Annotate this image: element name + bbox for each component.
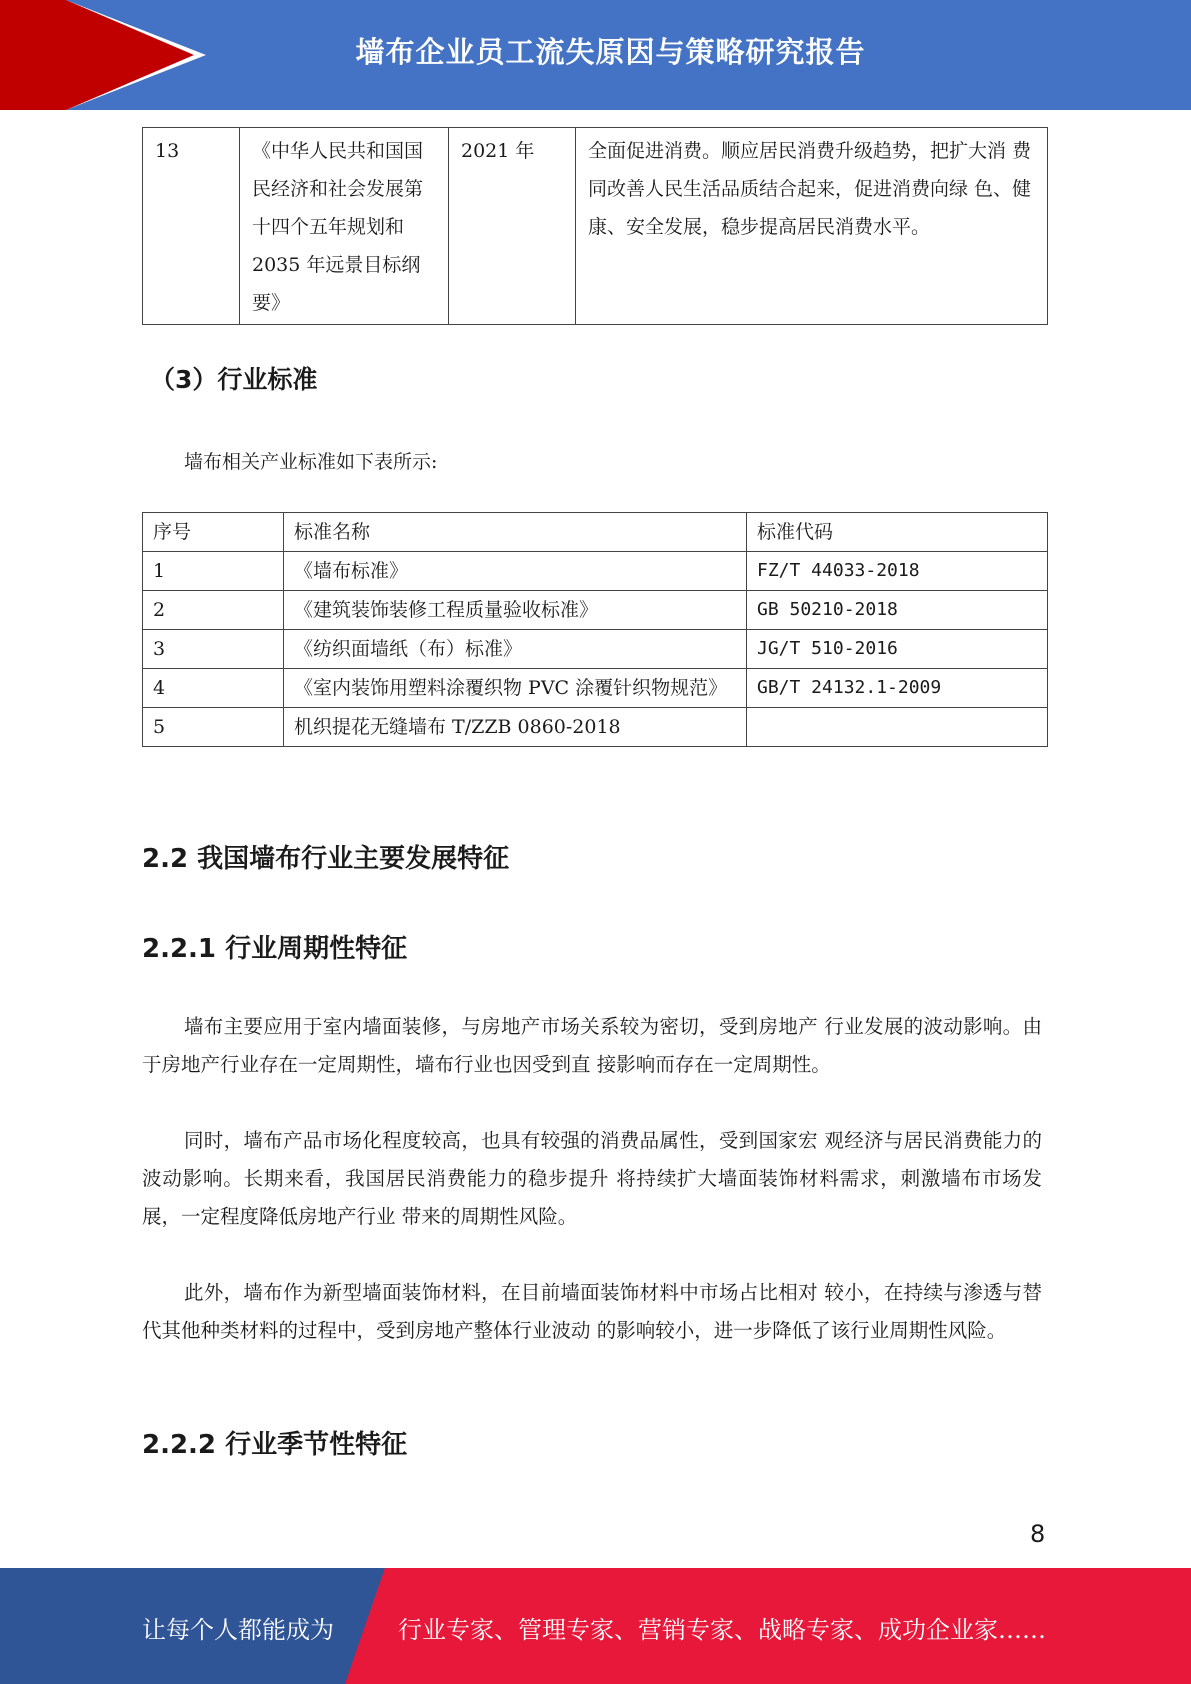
report-title: 墙布企业员工流失原因与策略研究报告 [355,35,866,69]
footer-slogan-left: 让每个人都能成为 [142,1616,334,1644]
paragraph: 此外，墙布作为新型墙面装饰材料，在目前墙面装饰材料中市场占比相对 较小，在持续与渗透与替代其他种类材料的过程中，受到房地产整体行业波动 的影响较小，进一步降低了该行业周期性风险。 [142,1281,1042,1342]
policy-name: 《中华人民共和国国民经济和社会发展第十四个五年规划和 2035 年远景目标纲要》 [240,128,449,325]
policy-content: 全面促进消费。顺应居民消费升级趋势，把扩大消 费同改善人民生活品质结合起来，促进消费向绿 色、健康、安全发展，稳步提高居民消费水平。 [576,128,1048,325]
header-banner [0,0,1191,110]
table-row [143,669,1048,708]
cell-name: 《墙布标准》 [284,552,747,591]
paragraph: 墙布主要应用于室内墙面装修，与房地产市场关系较为密切，受到房地产 行业发展的波动影响。由于房地产行业存在一定周期性，墙布行业也因受到直 接影响而存在一定周期性。 [142,1015,1042,1076]
footer-blue-slant [345,1568,385,1684]
table-row [143,128,1048,325]
cell-no: 4 [143,669,284,708]
standards-intro: 墙布相关产业标准如下表所示: [184,451,438,473]
cell-no: 1 [143,552,284,591]
cell-name: 《纺织面墙纸（布）标准》 [284,630,747,669]
standards-table [142,512,1048,747]
table-row [143,552,1048,591]
footer-slogan-right: 行业专家、管理专家、营销专家、战略专家、成功企业家…… [398,1616,1046,1644]
policy-no: 13 [143,128,240,325]
table-row [143,591,1048,630]
cell-name: 《室内装饰用塑料涂覆织物 PVC 涂覆针织物规范》 [284,669,747,708]
section-heading-2-2-1: 2.2.1 行业周期性特征 [142,934,408,964]
cell-code: GB/T 24132.1-2009 [747,669,1048,708]
table-row [143,630,1048,669]
policy-year: 2021 年 [449,128,576,325]
column-header: 序号 [143,513,284,552]
policy-table [142,127,1048,325]
column-header: 标准名称 [284,513,747,552]
column-header: 标准代码 [747,513,1048,552]
page-number: 8 [1030,1520,1046,1548]
cell-name: 机织提花无缝墙布 T/ZZB 0860-2018 [284,708,747,747]
cell-no: 3 [143,630,284,669]
cell-code: JG/T 510-2016 [747,630,1048,669]
footer-banner [0,1568,1191,1684]
cell-code [747,708,1048,747]
section-heading-standards: （3）行业标准 [150,365,318,394]
cell-no: 2 [143,591,284,630]
cell-code: GB 50210-2018 [747,591,1048,630]
cell-name: 《建筑装饰装修工程质量验收标准》 [284,591,747,630]
section-heading-2-2-2: 2.2.2 行业季节性特征 [142,1430,408,1460]
cell-code: FZ/T 44033-2018 [747,552,1048,591]
paragraph: 同时，墙布产品市场化程度较高，也具有较强的消费品属性，受到国家宏 观经济与居民消费能力的波动影响。长期来看，我国居民消费能力的稳步提升 将持续扩大墙面装饰材料需求，刺激墙布市场发展，一定程度降低房地产行业 带来的周期性风险。 [142,1129,1042,1228]
cell-no: 5 [143,708,284,747]
table-header-row [143,513,1048,552]
table-row [143,708,1048,747]
section-heading-2-2: 2.2 我国墙布行业主要发展特征 [142,844,510,874]
